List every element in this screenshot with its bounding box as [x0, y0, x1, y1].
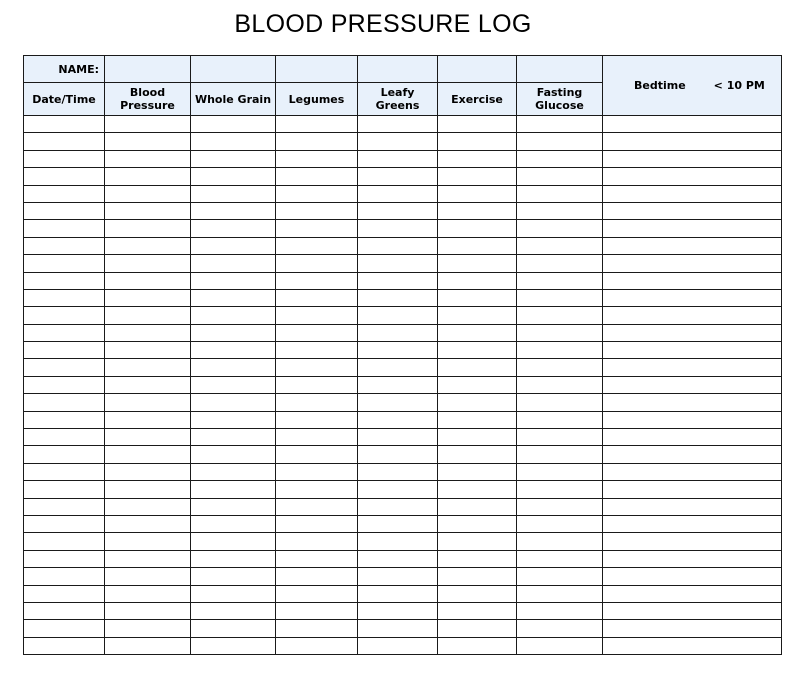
table-cell[interactable] [358, 220, 438, 237]
table-cell[interactable] [105, 550, 191, 567]
table-cell[interactable] [603, 568, 782, 585]
table-cell[interactable] [603, 481, 782, 498]
table-cell[interactable] [438, 515, 517, 532]
table-cell[interactable] [603, 168, 782, 185]
table-cell[interactable] [24, 446, 105, 463]
table-cell[interactable] [358, 185, 438, 202]
table-cell[interactable] [191, 150, 276, 167]
table-cell[interactable] [191, 220, 276, 237]
table-cell[interactable] [191, 620, 276, 637]
table-cell[interactable] [24, 429, 105, 446]
table-cell[interactable] [603, 515, 782, 532]
table-cell[interactable] [517, 272, 603, 289]
table-cell[interactable] [24, 185, 105, 202]
table-cell[interactable] [24, 359, 105, 376]
table-cell[interactable] [517, 429, 603, 446]
table-row [24, 220, 782, 237]
table-cell[interactable] [438, 376, 517, 393]
table-row [24, 359, 782, 376]
table-cell[interactable] [105, 394, 191, 411]
table-cell[interactable] [191, 359, 276, 376]
table-cell[interactable] [517, 324, 603, 341]
table-cell[interactable] [276, 411, 358, 428]
table-cell[interactable] [276, 255, 358, 272]
table-cell[interactable] [603, 637, 782, 654]
table-cell[interactable] [191, 394, 276, 411]
table-cell[interactable] [24, 463, 105, 480]
table-row [24, 394, 782, 411]
table-row [24, 116, 782, 133]
table-cell[interactable] [105, 498, 191, 515]
table-cell[interactable] [276, 116, 358, 133]
table-cell[interactable] [438, 116, 517, 133]
table-cell[interactable] [24, 568, 105, 585]
table-cell[interactable] [358, 342, 438, 359]
table-cell[interactable] [517, 585, 603, 602]
table-cell[interactable] [105, 568, 191, 585]
table-cell[interactable] [24, 168, 105, 185]
table-cell[interactable] [105, 307, 191, 324]
table-row [24, 568, 782, 585]
table-cell[interactable] [276, 498, 358, 515]
table-cell[interactable] [276, 429, 358, 446]
table-cell[interactable] [276, 272, 358, 289]
table-cell[interactable] [517, 342, 603, 359]
table-cell[interactable] [105, 342, 191, 359]
table-cell[interactable] [24, 620, 105, 637]
table-cell[interactable] [358, 272, 438, 289]
table-cell[interactable] [24, 515, 105, 532]
table-cell[interactable] [276, 394, 358, 411]
table-cell[interactable] [24, 133, 105, 150]
table-cell[interactable] [603, 133, 782, 150]
table-cell[interactable] [276, 307, 358, 324]
table-cell[interactable] [24, 498, 105, 515]
table-cell[interactable] [105, 620, 191, 637]
table-cell[interactable] [105, 255, 191, 272]
table-cell[interactable] [358, 481, 438, 498]
table-cell[interactable] [24, 342, 105, 359]
table-cell[interactable] [105, 202, 191, 219]
table-cell[interactable] [438, 133, 517, 150]
table-cell[interactable] [105, 411, 191, 428]
table-cell[interactable] [438, 324, 517, 341]
table-cell[interactable] [603, 429, 782, 446]
table-row [24, 602, 782, 619]
table-cell[interactable] [438, 585, 517, 602]
table-row [24, 463, 782, 480]
table-cell[interactable] [24, 202, 105, 219]
table-cell[interactable] [603, 394, 782, 411]
table-cell[interactable] [603, 498, 782, 515]
table-cell[interactable] [24, 394, 105, 411]
table-cell[interactable] [358, 116, 438, 133]
table-cell[interactable] [191, 272, 276, 289]
table-cell[interactable] [191, 481, 276, 498]
table-cell[interactable] [438, 481, 517, 498]
table-cell[interactable] [438, 446, 517, 463]
table-cell[interactable] [358, 237, 438, 254]
table-cell[interactable] [603, 585, 782, 602]
table-cell[interactable] [191, 533, 276, 550]
table-cell[interactable] [517, 463, 603, 480]
table-cell[interactable] [24, 481, 105, 498]
table-cell[interactable] [276, 185, 358, 202]
table-cell[interactable] [517, 255, 603, 272]
name-field-extra[interactable] [191, 56, 276, 83]
name-label: NAME: [24, 56, 105, 83]
table-cell[interactable] [517, 133, 603, 150]
table-cell[interactable] [438, 359, 517, 376]
table-cell[interactable] [276, 637, 358, 654]
table-cell[interactable] [358, 168, 438, 185]
table-cell[interactable] [438, 411, 517, 428]
table-cell[interactable] [24, 411, 105, 428]
table-cell[interactable] [276, 620, 358, 637]
table-cell[interactable] [517, 550, 603, 567]
table-row [24, 481, 782, 498]
table-cell[interactable] [24, 307, 105, 324]
table-cell[interactable] [24, 255, 105, 272]
table-cell[interactable] [24, 289, 105, 306]
table-cell[interactable] [105, 376, 191, 393]
table-cell[interactable] [438, 289, 517, 306]
table-cell[interactable] [105, 602, 191, 619]
table-cell[interactable] [517, 602, 603, 619]
table-cell[interactable] [105, 463, 191, 480]
table-row [24, 185, 782, 202]
table-cell[interactable] [276, 602, 358, 619]
table-cell[interactable] [358, 463, 438, 480]
table-cell[interactable] [603, 220, 782, 237]
table-cell[interactable] [24, 637, 105, 654]
table-cell[interactable] [358, 585, 438, 602]
table-row [24, 533, 782, 550]
table-cell[interactable] [603, 272, 782, 289]
table-cell[interactable] [358, 289, 438, 306]
table-cell[interactable] [438, 202, 517, 219]
name-field-extra[interactable] [358, 56, 438, 83]
table-cell[interactable] [517, 515, 603, 532]
table-cell[interactable] [276, 133, 358, 150]
table-row [24, 289, 782, 306]
name-field[interactable] [105, 56, 191, 83]
table-cell[interactable] [105, 168, 191, 185]
table-cell[interactable] [517, 220, 603, 237]
table-cell[interactable] [358, 429, 438, 446]
table-cell[interactable] [358, 446, 438, 463]
table-cell[interactable] [191, 289, 276, 306]
table-cell[interactable] [438, 272, 517, 289]
table-cell[interactable] [438, 463, 517, 480]
table-cell[interactable] [603, 150, 782, 167]
table-cell[interactable] [105, 533, 191, 550]
table-cell[interactable] [191, 585, 276, 602]
table-row [24, 637, 782, 654]
table-cell[interactable] [438, 237, 517, 254]
table-cell[interactable] [191, 498, 276, 515]
table-cell[interactable] [517, 446, 603, 463]
table-cell[interactable] [603, 359, 782, 376]
table-cell[interactable] [517, 202, 603, 219]
table-row [24, 411, 782, 428]
table-cell[interactable] [358, 307, 438, 324]
table-cell[interactable] [603, 602, 782, 619]
page-title: BLOOD PRESSURE LOG [234, 10, 532, 38]
table-cell[interactable] [517, 376, 603, 393]
table-cell[interactable] [191, 463, 276, 480]
table-cell[interactable] [276, 568, 358, 585]
table-cell[interactable] [276, 515, 358, 532]
table-cell[interactable] [105, 220, 191, 237]
table-cell[interactable] [438, 637, 517, 654]
table-cell[interactable] [276, 533, 358, 550]
table-cell[interactable] [603, 376, 782, 393]
table-cell[interactable] [276, 220, 358, 237]
table-cell[interactable] [358, 394, 438, 411]
table-cell[interactable] [438, 394, 517, 411]
table-cell[interactable] [603, 307, 782, 324]
table-cell[interactable] [603, 289, 782, 306]
table-cell[interactable] [105, 237, 191, 254]
table-cell[interactable] [191, 307, 276, 324]
table-cell[interactable] [358, 568, 438, 585]
table-cell[interactable] [191, 376, 276, 393]
table-cell[interactable] [517, 307, 603, 324]
table-cell[interactable] [191, 637, 276, 654]
table-cell[interactable] [191, 411, 276, 428]
table-row [24, 133, 782, 150]
table-row [24, 168, 782, 185]
table-cell[interactable] [358, 533, 438, 550]
table-row [24, 202, 782, 219]
table-cell[interactable] [438, 550, 517, 567]
table-cell[interactable] [24, 220, 105, 237]
col-header-blood-pressure: Blood Pressure [105, 83, 191, 116]
table-row [24, 324, 782, 341]
table-cell[interactable] [105, 359, 191, 376]
col-header-exercise: Exercise [438, 83, 517, 116]
table-cell[interactable] [358, 550, 438, 567]
table-cell[interactable] [105, 289, 191, 306]
table-row [24, 376, 782, 393]
table-cell[interactable] [603, 116, 782, 133]
table-cell[interactable] [24, 602, 105, 619]
table-cell[interactable] [358, 150, 438, 167]
table-cell[interactable] [358, 359, 438, 376]
bedtime-limit: < 10 PM [713, 79, 765, 92]
table-cell[interactable] [517, 498, 603, 515]
table-cell[interactable] [438, 307, 517, 324]
table-cell[interactable] [438, 498, 517, 515]
table-cell[interactable] [191, 550, 276, 567]
table-row [24, 307, 782, 324]
table-cell[interactable] [191, 515, 276, 532]
table-cell[interactable] [358, 515, 438, 532]
table-cell[interactable] [438, 255, 517, 272]
table-row [24, 498, 782, 515]
table-cell[interactable] [603, 342, 782, 359]
table-cell[interactable] [517, 620, 603, 637]
table-cell[interactable] [603, 550, 782, 567]
table-cell[interactable] [603, 411, 782, 428]
table-cell[interactable] [276, 376, 358, 393]
table-cell[interactable] [105, 150, 191, 167]
table-cell[interactable] [24, 376, 105, 393]
table-cell[interactable] [105, 585, 191, 602]
table-cell[interactable] [276, 481, 358, 498]
table-row [24, 620, 782, 637]
table-cell[interactable] [517, 394, 603, 411]
table-cell[interactable] [517, 185, 603, 202]
table-cell[interactable] [191, 237, 276, 254]
table-cell[interactable] [191, 602, 276, 619]
name-field-extra[interactable] [438, 56, 517, 83]
table-cell[interactable] [24, 550, 105, 567]
bedtime-label: Bedtime [634, 79, 686, 92]
table-row [24, 429, 782, 446]
table-row [24, 585, 782, 602]
table-cell[interactable] [438, 533, 517, 550]
table-cell[interactable] [191, 133, 276, 150]
table-row [24, 342, 782, 359]
table-cell[interactable] [276, 446, 358, 463]
table-cell[interactable] [24, 324, 105, 341]
table-cell[interactable] [603, 237, 782, 254]
table-cell[interactable] [517, 637, 603, 654]
table-cell[interactable] [24, 116, 105, 133]
table-cell[interactable] [603, 446, 782, 463]
table-row [24, 550, 782, 567]
table-cell[interactable] [105, 515, 191, 532]
col-header-date-time: Date/Time [24, 83, 105, 116]
table-cell[interactable] [105, 272, 191, 289]
table-cell[interactable] [438, 220, 517, 237]
table-cell[interactable] [276, 237, 358, 254]
table-cell[interactable] [438, 429, 517, 446]
col-header-whole-grain: Whole Grain [191, 83, 276, 116]
table-cell[interactable] [438, 602, 517, 619]
table-cell[interactable] [105, 324, 191, 341]
table-cell[interactable] [24, 150, 105, 167]
table-cell[interactable] [358, 620, 438, 637]
table-cell[interactable] [438, 168, 517, 185]
table-cell[interactable] [276, 359, 358, 376]
table-cell[interactable] [603, 202, 782, 219]
table-cell[interactable] [191, 568, 276, 585]
table-cell[interactable] [276, 342, 358, 359]
table-cell[interactable] [276, 550, 358, 567]
table-cell[interactable] [276, 150, 358, 167]
table-cell[interactable] [24, 585, 105, 602]
table-cell[interactable] [191, 446, 276, 463]
table-cell[interactable] [358, 255, 438, 272]
table-cell[interactable] [191, 168, 276, 185]
table-cell[interactable] [358, 637, 438, 654]
table-cell[interactable] [24, 237, 105, 254]
table-cell[interactable] [603, 324, 782, 341]
table-cell[interactable] [358, 411, 438, 428]
table-cell[interactable] [438, 342, 517, 359]
table-cell[interactable] [191, 324, 276, 341]
table-row [24, 150, 782, 167]
table-cell[interactable] [105, 446, 191, 463]
table-cell[interactable] [105, 637, 191, 654]
table-cell[interactable] [517, 481, 603, 498]
table-row [24, 446, 782, 463]
table-cell[interactable] [105, 185, 191, 202]
table-cell[interactable] [24, 533, 105, 550]
table-cell[interactable] [105, 429, 191, 446]
table-cell[interactable] [358, 133, 438, 150]
table-cell[interactable] [517, 150, 603, 167]
table-cell[interactable] [517, 168, 603, 185]
table-cell[interactable] [517, 359, 603, 376]
table-cell[interactable] [276, 168, 358, 185]
table-cell[interactable] [191, 429, 276, 446]
table-cell[interactable] [276, 289, 358, 306]
bedtime-header [603, 56, 782, 116]
table-cell[interactable] [517, 568, 603, 585]
table-row [24, 515, 782, 532]
table-cell[interactable] [358, 202, 438, 219]
table-cell[interactable] [603, 255, 782, 272]
table-cell[interactable] [276, 324, 358, 341]
name-field-extra[interactable] [517, 56, 603, 83]
log-table [23, 55, 782, 655]
name-row [24, 56, 782, 83]
table-cell[interactable] [105, 133, 191, 150]
table-cell[interactable] [517, 289, 603, 306]
table-row [24, 255, 782, 272]
table-cell[interactable] [438, 568, 517, 585]
name-field-extra[interactable] [276, 56, 358, 83]
table-cell[interactable] [517, 116, 603, 133]
table-cell[interactable] [276, 585, 358, 602]
table-cell[interactable] [191, 255, 276, 272]
table-cell[interactable] [358, 602, 438, 619]
col-header-fasting-glucose: Fasting Glucose [517, 83, 603, 116]
table-cell[interactable] [105, 481, 191, 498]
table-cell[interactable] [358, 324, 438, 341]
table-cell[interactable] [438, 185, 517, 202]
col-header-legumes: Legumes [276, 83, 358, 116]
table-cell[interactable] [191, 342, 276, 359]
table-cell[interactable] [603, 533, 782, 550]
table-cell[interactable] [276, 463, 358, 480]
table-cell[interactable] [276, 202, 358, 219]
table-row [24, 237, 782, 254]
table-cell[interactable] [358, 376, 438, 393]
table-cell[interactable] [438, 150, 517, 167]
table-cell[interactable] [191, 116, 276, 133]
table-cell[interactable] [517, 237, 603, 254]
table-cell[interactable] [603, 463, 782, 480]
table-cell[interactable] [603, 620, 782, 637]
table-cell[interactable] [517, 533, 603, 550]
table-cell[interactable] [603, 185, 782, 202]
table-cell[interactable] [191, 185, 276, 202]
table-cell[interactable] [517, 411, 603, 428]
table-cell[interactable] [191, 202, 276, 219]
table-cell[interactable] [24, 272, 105, 289]
table-row [24, 272, 782, 289]
table-cell[interactable] [358, 498, 438, 515]
col-header-leafy-greens: Leafy Greens [358, 83, 438, 116]
table-cell[interactable] [105, 116, 191, 133]
table-cell[interactable] [438, 620, 517, 637]
